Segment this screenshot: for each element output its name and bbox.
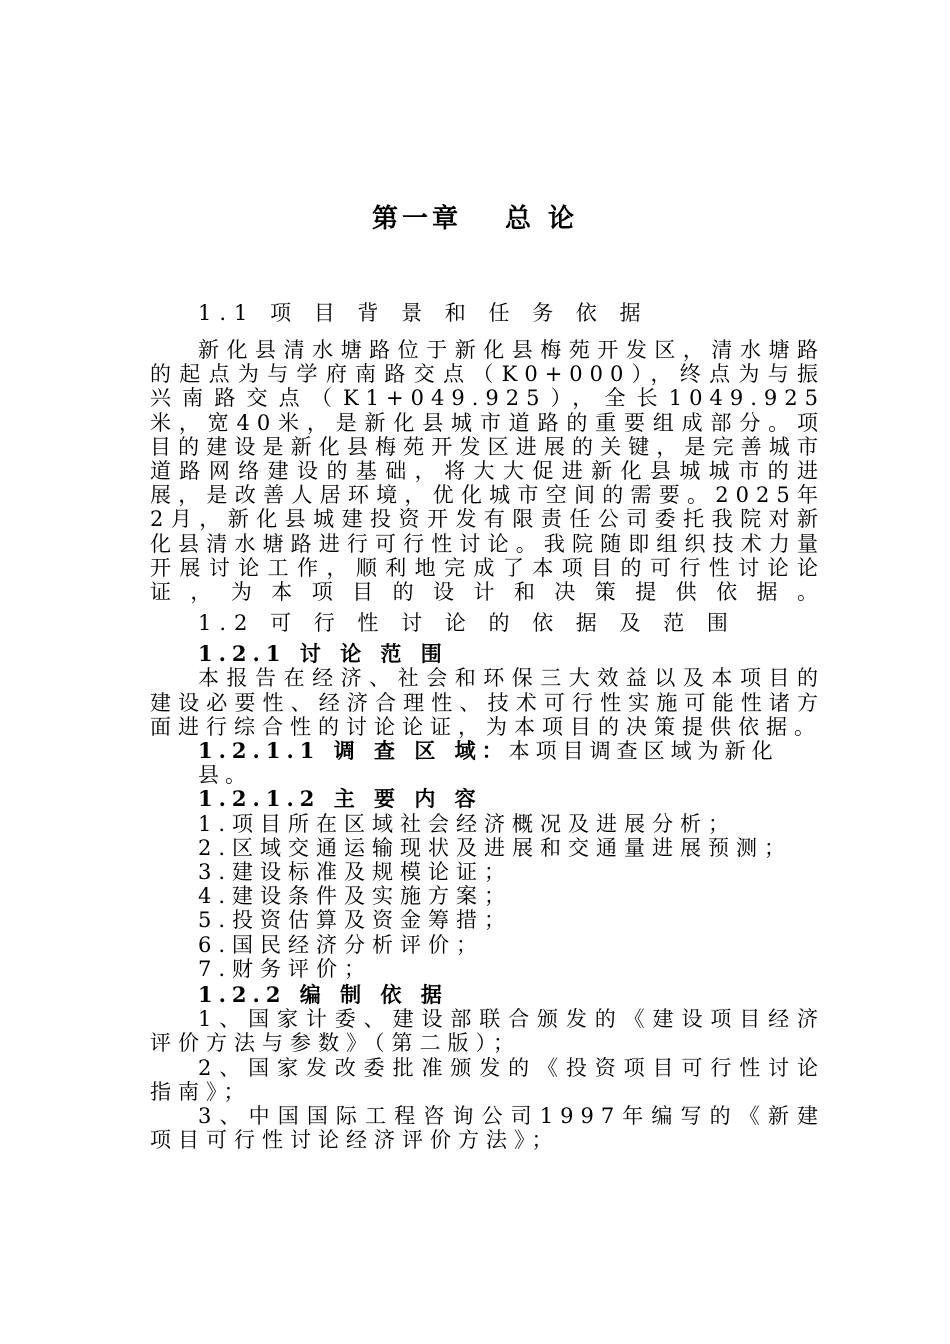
- item-1-2-1-1-label: 1.2.1.1 调 查 区 域：: [198, 738, 509, 764]
- reference-item: 1、国家计委、建设部联合颁发的《建设项目经济评价方法与参数》（第二版）；: [150, 1007, 825, 1056]
- list-item: 4. 建设条件及实施方案；: [198, 884, 512, 909]
- section-heading-1-2: 1.2 可 行 性 讨 论 的 依 据 及 范 围: [198, 611, 736, 636]
- document-body: [150, 298, 825, 1153]
- list-item: 1. 项目所在区域社会经济概况及进展分析；: [198, 811, 736, 836]
- item-1-2-1-1-text: 本项目调查区域为新化县。: [198, 739, 779, 788]
- item-heading-1-2-1-2: 1.2.1.2 主 要 内 容: [198, 786, 482, 812]
- subsection-heading-1-2-2: 1.2.2 编 制 依 据: [198, 982, 448, 1008]
- reference-item: 2、国家发改委批准颁发的《投资项目可行性讨论指南》；: [150, 1055, 825, 1104]
- list-item: 6. 国民经济分析评价；: [198, 932, 484, 957]
- list-item: 7. 财务评价；: [198, 956, 372, 981]
- chapter-title: 第一章 总 论: [371, 204, 579, 234]
- reference-item: 3、中国国际工程咨询公司1997年编写的《新建项目可行性讨论经济评价方法》；: [150, 1104, 825, 1153]
- subsection-heading-1-2-1: 1.2.1 讨 论 范 围: [198, 641, 448, 667]
- section-1-2-1-paragraph: 本报告在经济、社会和环保三大效益以及本项目的建设必要性、经济合理性、技术可行性实施可能性诸方面进行综合性的讨论论证，为本项目的决策提供依据。: [150, 666, 825, 739]
- list-item: 5. 投资估算及资金筹措；: [198, 908, 512, 933]
- section-heading-1-1: 1.1 项 目 背 景 和 任 务 依 据: [198, 301, 649, 325]
- item-heading-1-2-1-1: [150, 739, 825, 787]
- list-item: 3. 建设标准及规模论证；: [198, 860, 512, 885]
- section-1-1-paragraph: 新化县清水塘路位于新化县梅苑开发区，清水塘路的起点为与学府南路交点（K0+000），终点为与振兴南路交点（K1+049.925），全长1049.925米，宽40米，是新化县城市道路的重要组成部分。项目的建设是新化县梅苑开发区进展的关键，是完善城市道路网络建设的基础，将大大促进新化县城城市的进展，是改善人居环境，优化城市空间的需要。2025年2月，新化县城建投资开发有限责任公司委托我院对新化县清水塘路进行可行性讨论。我院随即组织技术力量开展讨论工作，顺利地完成了本项目的可行性讨论论证，为本项目的设计和决策提供依据。: [150, 338, 825, 605]
- list-item: 2. 区域交通运输现状及进展和交通量进展预测；: [198, 835, 792, 860]
- main-contents-list: [150, 812, 825, 981]
